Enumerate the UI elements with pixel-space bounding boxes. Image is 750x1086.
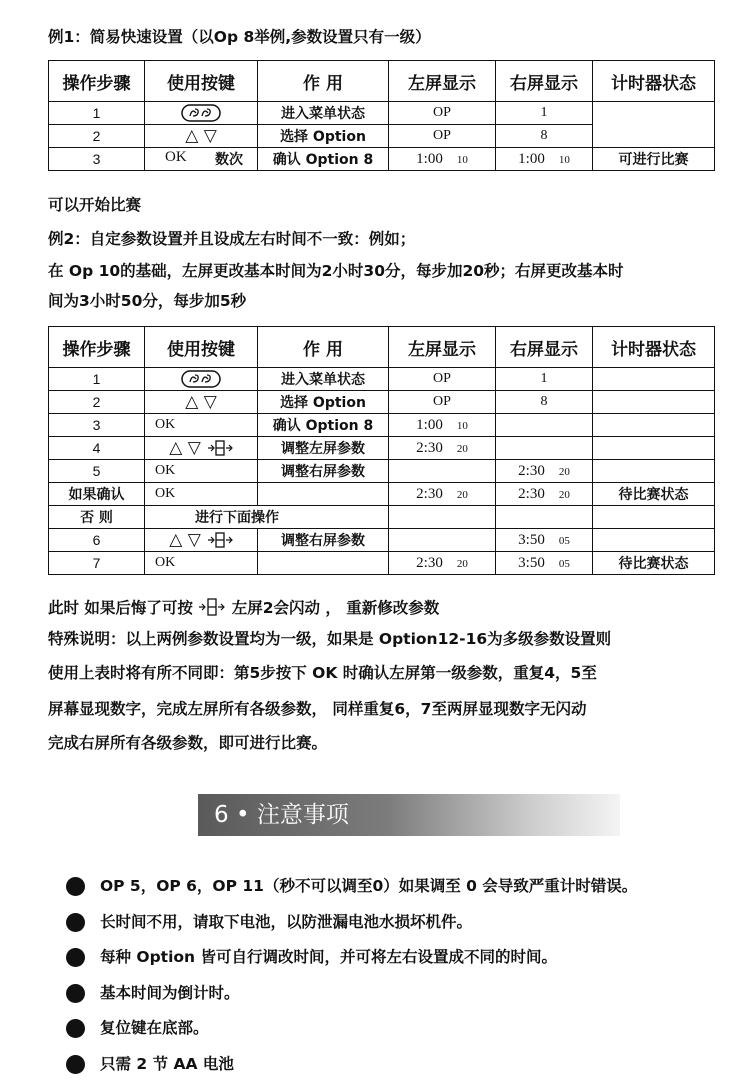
action-cell: 进入菜单状态 <box>258 368 389 391</box>
action-cell: 选择 Option <box>258 391 389 414</box>
column-header: 右屏显示 <box>496 61 593 102</box>
example2-desc-line2: 间为3小时50分，每步加5秒 <box>48 292 247 310</box>
table-row <box>49 102 715 125</box>
right-display-cell <box>496 506 593 529</box>
column-header: 左屏显示 <box>389 327 496 368</box>
table-row <box>49 414 715 437</box>
column-header: 作 用 <box>258 61 389 102</box>
table-row <box>49 437 715 460</box>
column-header: 操作步骤 <box>49 327 145 368</box>
list-item: 基本时间为倒计时。 <box>66 979 637 1015</box>
menu-key-icon <box>181 104 221 122</box>
state-cell <box>593 529 715 552</box>
step-cell: 4 <box>49 437 145 460</box>
right-display-cell: 3:50 05 <box>496 552 593 575</box>
right-display-cell: 3:50 05 <box>496 529 593 552</box>
right-display-cell <box>496 414 593 437</box>
column-header: 使用按键 <box>145 61 258 102</box>
right-display-cell: 2:30 20 <box>496 483 593 506</box>
left-display-cell: OP <box>389 368 496 391</box>
table-row <box>49 368 715 391</box>
state-cell: 待比赛状态 <box>593 483 715 506</box>
left-display-cell: 2:30 20 <box>389 552 496 575</box>
action-cell: 确认 Option 8 <box>258 414 389 437</box>
table-row <box>49 506 715 529</box>
action-cell: 确认 Option 8 <box>258 148 389 171</box>
bullet-icon <box>66 1055 85 1074</box>
action-cell: 进入菜单状态 <box>258 102 389 125</box>
step-cell: 否 则 <box>49 506 145 529</box>
action-cell: 选择 Option <box>258 125 389 148</box>
key-cell: OK <box>145 460 258 483</box>
menu-key-icon <box>181 370 221 388</box>
state-cell <box>593 460 715 483</box>
key-cell <box>145 148 258 171</box>
bullet-icon <box>66 984 85 1003</box>
state-cell <box>593 368 715 391</box>
left-display-cell: OP <box>389 125 496 148</box>
left-display-cell <box>389 506 496 529</box>
column-header: 操作步骤 <box>49 61 145 102</box>
step-cell: 3 <box>49 148 145 171</box>
list-item: 每种 Option 皆可自行调改时间，并可将左右设置成不同的时间。 <box>66 943 637 979</box>
up-down-arrow-icon: △ ▽ <box>185 392 217 412</box>
state-cell <box>593 437 715 460</box>
regret-note: 此时 如果后悔了可按 左屏2会闪动 ， 重新修改参数 <box>48 599 440 617</box>
step-cell: 3 <box>49 414 145 437</box>
table-row <box>49 391 715 414</box>
left-display-cell: OP <box>389 102 496 125</box>
column-header: 计时器状态 <box>593 327 715 368</box>
column-header: 左屏显示 <box>389 61 496 102</box>
up-down-arrow-icon: △ ▽ <box>169 530 201 550</box>
left-display-cell <box>389 529 496 552</box>
column-header: 作 用 <box>258 327 389 368</box>
key-cell <box>145 102 258 125</box>
ok-key: OK <box>165 149 187 165</box>
instruction-cell: 进行下面操作 <box>145 506 389 529</box>
special-note-line1: 特殊说明：以上两例参数设置均为一级，如果是 Option12-16为多级参数设置则 <box>48 630 612 648</box>
table-header-row <box>49 327 715 368</box>
digit-select-icon <box>207 532 233 548</box>
up-down-arrow-icon: △ ▽ <box>185 126 217 146</box>
right-display-cell: 8 <box>496 125 593 148</box>
example2-desc-line1: 在 Op 10的基础，左屏更改基本时间为2小时30分，每步加20秒；右屏更改基本时 <box>48 262 624 280</box>
action-cell <box>258 483 389 506</box>
key-cell <box>145 368 258 391</box>
step-cell: 1 <box>49 102 145 125</box>
bullet-icon <box>66 948 85 967</box>
action-cell <box>258 552 389 575</box>
list-item: OP 5，OP 6，OP 11（秒不可以调至0）如果调至 0 会导致严重计时错误。 <box>66 872 637 908</box>
state-cell <box>593 414 715 437</box>
key-cell <box>145 391 258 414</box>
digit-select-icon <box>198 598 226 616</box>
action-cell: 调整右屏参数 <box>258 529 389 552</box>
key-cell <box>145 437 258 460</box>
table-row <box>49 552 715 575</box>
step-cell: 5 <box>49 460 145 483</box>
right-display-cell: 8 <box>496 391 593 414</box>
right-display-cell <box>496 437 593 460</box>
step-cell: 7 <box>49 552 145 575</box>
key-cell <box>145 125 258 148</box>
bullet-icon <box>66 913 85 932</box>
state-cell <box>593 102 715 148</box>
step-cell: 1 <box>49 368 145 391</box>
section-title: 6 • 注意事项 <box>198 794 620 836</box>
key-cell: OK <box>145 483 258 506</box>
list-item: 只需 2 节 AA 电池 <box>66 1050 637 1086</box>
left-display-cell <box>389 460 496 483</box>
key-note: 数次 <box>215 152 243 168</box>
key-cell: OK <box>145 552 258 575</box>
left-display-cell: 2:30 20 <box>389 437 496 460</box>
digit-select-icon <box>207 440 233 456</box>
action-cell: 调整右屏参数 <box>258 460 389 483</box>
state-cell <box>593 506 715 529</box>
example2-heading: 例2：自定参数设置并且设成左右时间不一致：例如； <box>48 230 416 248</box>
step-cell: 如果确认 <box>49 483 145 506</box>
example1-heading: 例1：简易快速设置（以Op 8举例,参数设置只有一级） <box>48 28 431 46</box>
left-display-cell: 1:00 10 <box>389 148 496 171</box>
example1-table <box>48 60 715 171</box>
action-cell: 调整左屏参数 <box>258 437 389 460</box>
state-cell: 待比赛状态 <box>593 552 715 575</box>
key-cell <box>145 529 258 552</box>
example1-after-text: 可以开始比赛 <box>48 196 142 214</box>
column-header: 右屏显示 <box>496 327 593 368</box>
special-note-line3: 屏幕显现数字，完成左屏所有各级参数， 同样重复6，7至两屏显现数字无闪动 <box>48 700 587 718</box>
left-display-cell: 2:30 20 <box>389 483 496 506</box>
step-cell: 2 <box>49 125 145 148</box>
bullet-icon <box>66 877 85 896</box>
left-display-cell: OP <box>389 391 496 414</box>
table-row <box>49 483 715 506</box>
special-note-line2: 使用上表时将有所不同即：第5步按下 OK 时确认左屏第一级参数，重复4，5至 <box>48 664 597 682</box>
list-item: 复位键在底部。 <box>66 1014 637 1050</box>
step-cell: 2 <box>49 391 145 414</box>
table-row <box>49 529 715 552</box>
state-cell <box>593 391 715 414</box>
example2-table <box>48 326 715 575</box>
column-header: 计时器状态 <box>593 61 715 102</box>
right-display-cell: 1:00 10 <box>496 148 593 171</box>
table-header-row <box>49 61 715 102</box>
right-display-cell: 1 <box>496 102 593 125</box>
step-cell: 6 <box>49 529 145 552</box>
state-cell: 可进行比赛 <box>593 148 715 171</box>
table-row <box>49 148 715 171</box>
bullet-icon <box>66 1019 85 1038</box>
column-header: 使用按键 <box>145 327 258 368</box>
special-note-line4: 完成右屏所有各级参数，即可进行比赛。 <box>48 734 328 752</box>
up-down-arrow-icon: △ ▽ <box>169 438 201 458</box>
right-display-cell: 1 <box>496 368 593 391</box>
table-row <box>49 460 715 483</box>
list-item: 长时间不用，请取下电池，以防泄漏电池水损坏机件。 <box>66 908 637 944</box>
key-cell: OK <box>145 414 258 437</box>
notes-list <box>66 872 637 1086</box>
right-display-cell: 2:30 20 <box>496 460 593 483</box>
left-display-cell: 1:00 10 <box>389 414 496 437</box>
